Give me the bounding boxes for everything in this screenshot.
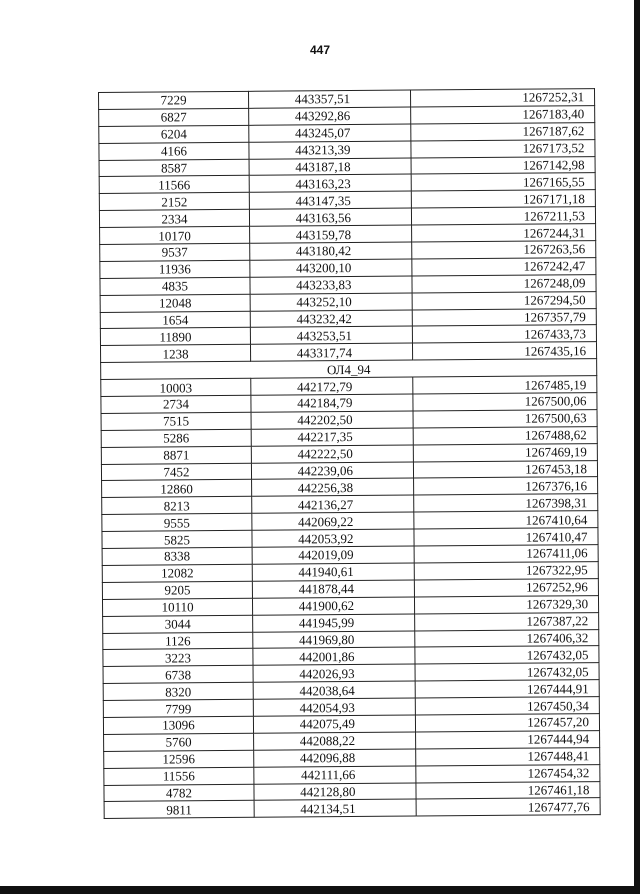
point-number-cell: 11890 [100,328,250,346]
point-number-cell: 4782 [104,784,254,802]
point-number-cell: 4166 [99,142,249,160]
point-number-cell: 9555 [102,514,252,532]
x-coordinate-cell: 443233,83 [250,276,412,294]
y-coordinate-cell: 1267329,30 [414,595,598,613]
x-coordinate-cell: 442026,93 [253,664,415,682]
x-coordinate-cell: 443253,51 [250,327,412,345]
x-coordinate-cell: 443357,51 [248,90,410,108]
y-coordinate-cell: 1267461,18 [416,781,600,799]
point-number-cell: 12596 [104,750,254,768]
y-coordinate-cell: 1267444,91 [415,680,599,698]
y-coordinate-cell: 1267252,31 [410,89,594,107]
point-number-cell: 9205 [102,581,252,599]
y-coordinate-cell: 1267433,73 [412,325,596,343]
point-number-cell: 8213 [102,497,252,515]
point-number-cell: 6827 [99,108,249,126]
y-coordinate-cell: 1267469,19 [413,443,597,461]
x-coordinate-cell: 443292,86 [249,107,411,125]
x-coordinate-cell: 442054,93 [253,698,415,716]
y-coordinate-cell: 1267173,52 [411,139,595,157]
point-number-cell: 10170 [100,226,250,244]
y-coordinate-cell: 1267187,62 [411,122,595,140]
x-coordinate-cell: 441969,80 [253,631,415,649]
point-number-cell: 13096 [103,716,253,734]
y-coordinate-cell: 1267432,05 [415,663,599,681]
x-coordinate-cell: 442217,35 [251,428,413,446]
point-number-cell: 11936 [100,260,250,278]
y-coordinate-cell: 1267450,34 [415,697,599,715]
y-coordinate-cell: 1267171,18 [411,190,595,208]
point-number-cell: 4835 [100,277,250,295]
y-coordinate-cell: 1267410,64 [414,511,598,529]
x-coordinate-cell: 442069,22 [252,512,414,530]
x-coordinate-cell: 442256,38 [252,479,414,497]
y-coordinate-cell: 1267454,32 [416,764,600,782]
y-coordinate-cell: 1267376,16 [414,477,598,495]
point-number-cell: 6738 [103,666,253,684]
y-coordinate-cell: 1267242,47 [412,258,596,276]
x-coordinate-cell: 442096,88 [254,749,416,767]
x-coordinate-cell: 442134,51 [254,799,416,817]
y-coordinate-cell: 1267406,32 [415,629,599,647]
y-coordinate-cell: 1267432,05 [415,646,599,664]
x-coordinate-cell: 442202,50 [251,411,413,429]
y-coordinate-cell: 1267457,20 [415,714,599,732]
point-number-cell: 2152 [99,193,249,211]
point-number-cell: 9811 [104,801,254,819]
x-coordinate-cell: 442111,66 [254,766,416,784]
point-number-cell: 8338 [102,547,252,565]
y-coordinate-cell: 1267435,16 [412,342,596,360]
point-number-cell: 12082 [102,564,252,582]
x-coordinate-cell: 442075,49 [253,715,415,733]
x-coordinate-cell: 443252,10 [250,293,412,311]
x-coordinate-cell: 443317,74 [250,343,412,361]
point-number-cell: 3044 [103,615,253,633]
x-coordinate-cell: 443245,07 [249,124,411,142]
y-coordinate-cell: 1267322,95 [414,562,598,580]
point-number-cell: 7452 [101,463,251,481]
point-number-cell: 8320 [103,682,253,700]
point-number-cell: 1654 [100,311,250,329]
x-coordinate-cell: 443147,35 [249,191,411,209]
x-coordinate-cell: 442184,79 [251,394,413,412]
coordinates-table-body [99,89,601,819]
point-number-cell: 3223 [103,649,253,667]
point-number-cell: 11566 [99,176,249,194]
x-coordinate-cell: 443232,42 [250,310,412,328]
y-coordinate-cell: 1267248,09 [412,274,596,292]
y-coordinate-cell: 1267411,06 [414,545,598,563]
point-number-cell: 10110 [102,598,252,616]
x-coordinate-cell: 443213,39 [249,141,411,159]
point-number-cell: 5760 [104,733,254,751]
point-number-cell: 10003 [101,378,251,396]
y-coordinate-cell: 1267453,18 [413,460,597,478]
y-coordinate-cell: 1267183,40 [411,105,595,123]
point-number-cell: 12048 [100,294,250,312]
x-coordinate-cell: 442088,22 [254,732,416,750]
x-coordinate-cell: 441900,62 [252,597,414,615]
x-coordinate-cell: 442001,86 [253,647,415,665]
y-coordinate-cell: 1267448,41 [416,747,600,765]
section-label: ОЛ4_94 [101,359,597,380]
coordinates-table [98,88,601,819]
x-coordinate-cell: 443159,78 [250,225,412,243]
x-coordinate-cell: 441878,44 [252,580,414,598]
y-coordinate-cell: 1267142,98 [411,156,595,174]
point-number-cell: 12860 [102,480,252,498]
x-coordinate-cell: 441945,99 [253,614,415,632]
x-coordinate-cell: 441940,61 [252,563,414,581]
x-coordinate-cell: 442136,27 [252,495,414,513]
x-coordinate-cell: 443200,10 [250,259,412,277]
y-coordinate-cell: 1267252,96 [414,578,598,596]
point-number-cell: 6204 [99,125,249,143]
point-number-cell: 7799 [103,699,253,717]
y-coordinate-cell: 1267165,55 [411,173,595,191]
x-coordinate-cell: 442128,80 [254,783,416,801]
x-coordinate-cell: 443163,56 [249,208,411,226]
x-coordinate-cell: 442038,64 [253,681,415,699]
point-number-cell: 7515 [101,412,251,430]
y-coordinate-cell: 1267488,62 [413,426,597,444]
y-coordinate-cell: 1267485,19 [413,376,597,394]
point-number-cell: 8871 [101,446,251,464]
point-number-cell: 2734 [101,395,251,413]
y-coordinate-cell: 1267500,06 [413,393,597,411]
x-coordinate-cell: 443163,23 [249,174,411,192]
y-coordinate-cell: 1267410,47 [414,528,598,546]
page-number: 447 [309,43,331,57]
x-coordinate-cell: 442019,09 [252,546,414,564]
y-coordinate-cell: 1267398,31 [414,494,598,512]
point-number-cell: 5286 [101,429,251,447]
x-coordinate-cell: 442053,92 [252,529,414,547]
y-coordinate-cell: 1267500,63 [413,410,597,428]
y-coordinate-cell: 1267211,53 [411,207,595,225]
point-number-cell: 9537 [100,243,250,261]
point-number-cell: 1126 [103,632,253,650]
y-coordinate-cell: 1267387,22 [415,612,599,630]
table-row [104,798,600,819]
x-coordinate-cell: 442222,50 [251,445,413,463]
y-coordinate-cell: 1267263,56 [412,241,596,259]
y-coordinate-cell: 1267357,79 [412,308,596,326]
y-coordinate-cell: 1267444,94 [416,730,600,748]
y-coordinate-cell: 1267294,50 [412,291,596,309]
y-coordinate-cell: 1267477,76 [416,798,600,816]
y-coordinate-cell: 1267244,31 [412,224,596,242]
x-coordinate-cell: 443187,18 [249,158,411,176]
point-number-cell: 1238 [100,345,250,363]
point-number-cell: 2334 [99,210,249,228]
x-coordinate-cell: 442172,79 [251,377,413,395]
x-coordinate-cell: 443180,42 [250,242,412,260]
point-number-cell: 7229 [99,91,249,109]
x-coordinate-cell: 442239,06 [251,462,413,480]
point-number-cell: 8587 [99,159,249,177]
point-number-cell: 11556 [104,767,254,785]
point-number-cell: 5825 [102,530,252,548]
